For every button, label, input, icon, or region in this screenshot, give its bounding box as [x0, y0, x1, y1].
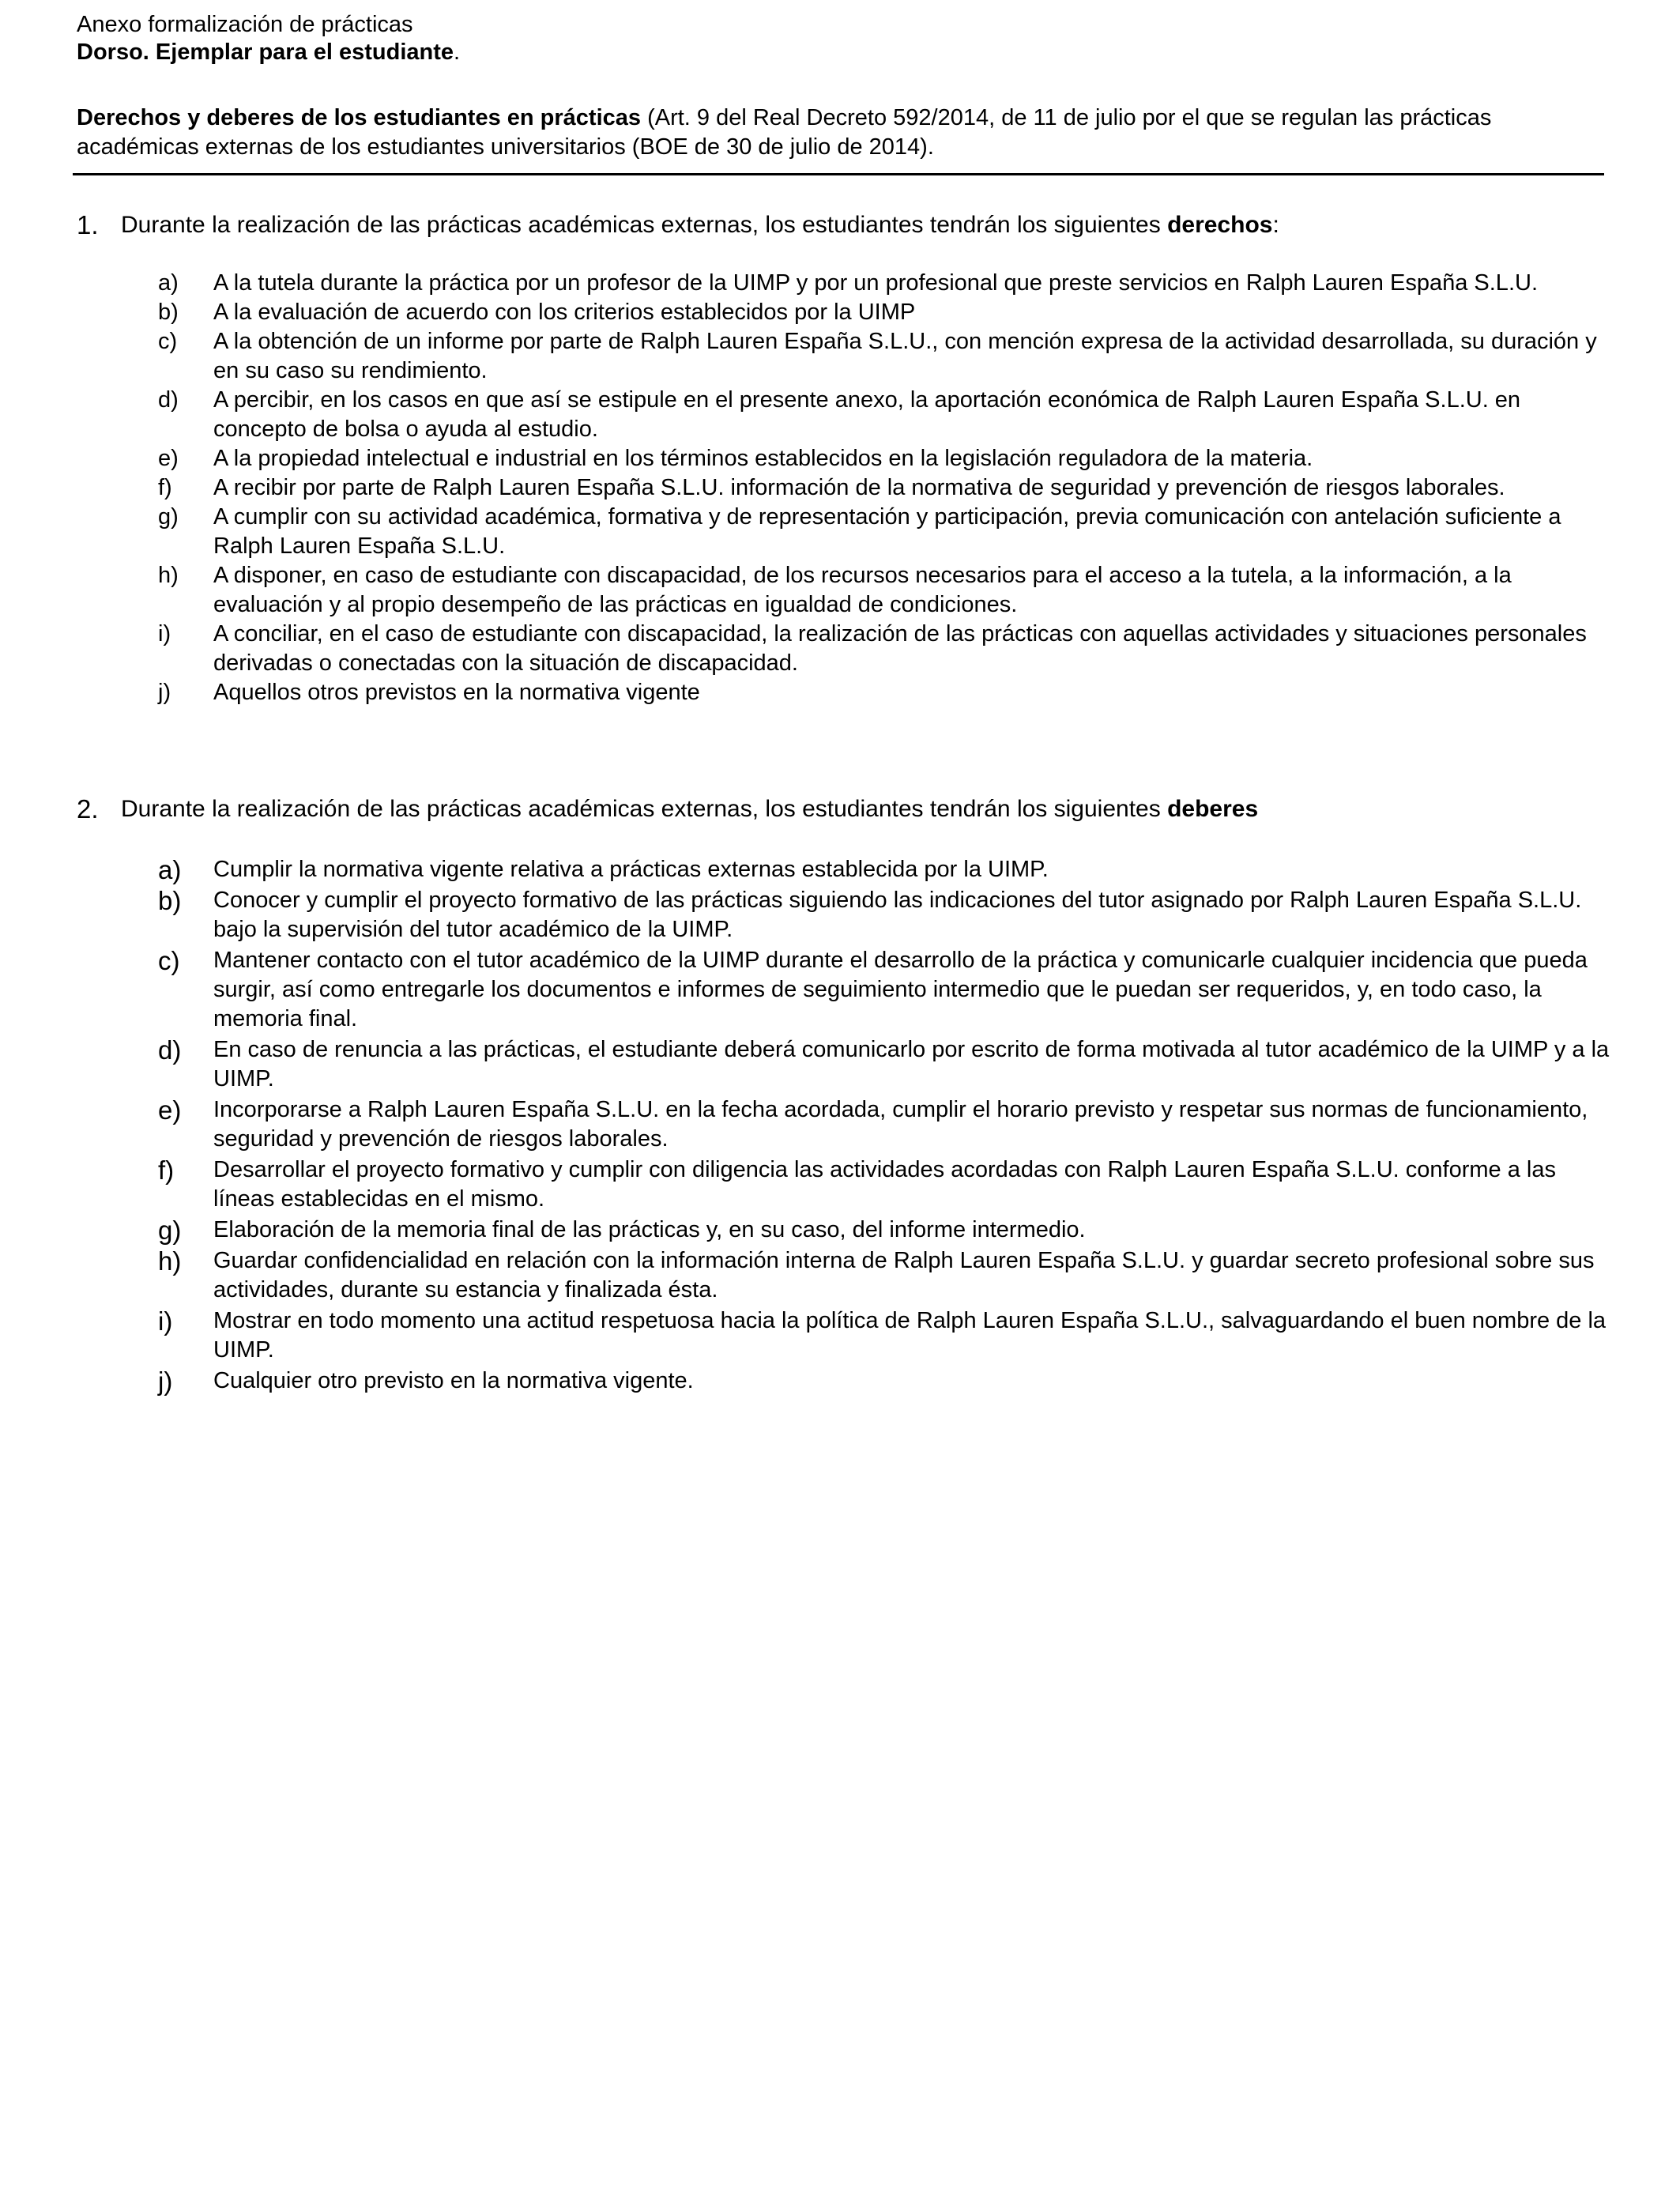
- section-1-text-end: :: [1272, 212, 1279, 238]
- list-item: [158, 444, 1612, 473]
- intro-paragraph: [77, 104, 1602, 162]
- list-item: [158, 503, 1612, 561]
- list-item-text: A la evaluación de acuerdo con los criterios establecidos por la UIMP: [213, 300, 916, 325]
- list-item-text: Elaboración de la memoria final de las prácticas y, en su caso, del informe intermedio.: [213, 1217, 1086, 1242]
- list-item: [158, 1155, 1612, 1214]
- section-1-text: [121, 210, 1279, 239]
- list-item-text: En caso de renuncia a las prácticas, el estudiante deberá comunicarlo por escrito de forma motivada al tutor académico de la UIMP y a la UIMP.: [213, 1037, 1610, 1091]
- rights-list: [158, 269, 1612, 707]
- list-item-text: Cumplir la normativa vigente relativa a prácticas externas establecida por la UIMP.: [213, 857, 1049, 882]
- list-item-text: Incorporarse a Ralph Lauren España S.L.U. en la fecha acordada, cumplir el horario previsto y respetar sus normas de funcionamiento, seguridad y prevención de riesgos laborales.: [213, 1097, 1588, 1152]
- list-item: [158, 1095, 1612, 1154]
- list-item-text: A recibir por parte de Ralph Lauren España S.L.U. información de la normativa de seguridad y prevención de riesgos laborales.: [213, 475, 1505, 500]
- section-1-text-main: Durante la realización de las prácticas académicas externas, los estudiantes tendrán los siguientes: [121, 212, 1168, 238]
- list-item: [158, 855, 1612, 884]
- list-item-label: a): [158, 270, 179, 296]
- list-item-label: c): [158, 329, 178, 354]
- list-item-label: g): [158, 504, 179, 530]
- section-2-keyword: deberes: [1167, 796, 1259, 822]
- list-item-text: Conocer y cumplir el proyecto formativo de las prácticas siguiendo las indicaciones del tutor asignado por Ralph Lauren España S.L.U. bajo la supervisión del tutor académico de la UIMP.: [213, 888, 1582, 942]
- duties-list: [158, 855, 1612, 1397]
- copy-designation-end: .: [454, 40, 461, 65]
- list-item-label: a): [158, 855, 182, 884]
- list-item-text: A percibir, en los casos en que así se estipule en el presente anexo, la aportación económica de Ralph Lauren España S.L.U. en concepto de bolsa o ayuda al estudio.: [213, 387, 1521, 442]
- list-item-label: d): [158, 387, 179, 413]
- list-item-label: h): [158, 563, 179, 588]
- intro-title: Derechos y deberes de los estudiantes en prácticas: [77, 105, 642, 130]
- list-item-label: h): [158, 1246, 182, 1276]
- list-item: [158, 946, 1612, 1034]
- list-item-label: g): [158, 1216, 182, 1245]
- list-item-text: Guardar confidencialidad en relación con la información interna de Ralph Lauren España S.L.U. y guardar secreto profesional sobre sus actividades, durante su estancia y finalizada ésta.: [213, 1248, 1595, 1302]
- list-item: [158, 386, 1612, 444]
- list-item: [158, 298, 1612, 327]
- list-item-text: Desarrollar el proyecto formativo y cumplir con diligencia las actividades acordadas con Ralph Lauren España S.L.U. conforme a las líneas establecidas en el mismo.: [213, 1157, 1556, 1212]
- list-item: [158, 678, 1612, 707]
- list-item-text: A conciliar, en el caso de estudiante con discapacidad, la realización de las prácticas con aquellas actividades y situaciones personales derivadas o conectadas con la situación de discapacidad.: [213, 621, 1587, 676]
- list-item: [158, 1246, 1612, 1305]
- list-item-label: f): [158, 1155, 175, 1185]
- list-item: [158, 269, 1612, 298]
- list-item-label: j): [158, 1367, 173, 1396]
- list-item-text: Mantener contacto con el tutor académico de la UIMP durante el desarrollo de la práctica y comunicarle cualquier incidencia que pueda surgir, así como entregarle los documentos e informes de seguimiento intermedio que le puedan ser requeridos, y, en todo caso, la memoria final.: [213, 948, 1588, 1031]
- list-item-label: b): [158, 300, 179, 325]
- section-1-keyword: derechos: [1167, 212, 1273, 238]
- section-2-number: 2.: [77, 794, 99, 824]
- annex-title: Anexo formalización de prácticas: [77, 12, 413, 37]
- list-item-text: A la tutela durante la práctica por un profesor de la UIMP y por un profesional que preste servicios en Ralph Lauren España S.L.U.: [213, 270, 1538, 296]
- list-item: [158, 561, 1612, 620]
- list-item: [158, 1035, 1612, 1094]
- list-item-label: i): [158, 1306, 173, 1336]
- list-item-text: A la obtención de un informe por parte de Ralph Lauren España S.L.U., con mención expresa de la actividad desarrollada, su duración y en su caso su rendimiento.: [213, 329, 1597, 383]
- section-2-text-main: Durante la realización de las prácticas académicas externas, los estudiantes tendrán los siguientes: [121, 796, 1168, 822]
- list-item: [158, 1306, 1612, 1365]
- list-item: [158, 327, 1612, 386]
- list-item: [158, 473, 1612, 503]
- section-2-text: [121, 794, 1258, 824]
- copy-designation-bold: Dorso. Ejemplar para el estudiante: [77, 40, 454, 65]
- list-item: [158, 620, 1612, 678]
- section-1-number: 1.: [77, 210, 99, 239]
- intro-text: (Art. 9 del Real Decreto 592/2014, de 11 de julio por el que se regulan las prácticas académicas externas de los estudiantes universitarios (BOE de 30 de julio de 2014).: [77, 105, 1492, 160]
- list-item-label: e): [158, 1095, 182, 1125]
- list-item-text: Cualquier otro previsto en la normativa vigente.: [213, 1368, 694, 1393]
- list-item-label: b): [158, 886, 182, 915]
- list-item: [158, 1216, 1612, 1245]
- list-item-label: i): [158, 621, 171, 647]
- list-item-text: Mostrar en todo momento una actitud respetuosa hacia la política de Ralph Lauren España S.L.U., salvaguardando el buen nombre de la UIMP.: [213, 1308, 1607, 1363]
- horizontal-divider: [73, 173, 1604, 175]
- list-item-label: f): [158, 475, 172, 500]
- list-item: [158, 886, 1612, 944]
- list-item-label: e): [158, 446, 179, 471]
- list-item-label: d): [158, 1035, 182, 1065]
- list-item-text: A cumplir con su actividad académica, formativa y de representación y participación, previa comunicación con antelación suficiente a Ralph Lauren España S.L.U.: [213, 504, 1561, 559]
- copy-designation: [77, 39, 460, 66]
- list-item-text: A la propiedad intelectual e industrial en los términos establecidos en la legislación reguladora de la materia.: [213, 446, 1313, 471]
- list-item: [158, 1367, 1612, 1396]
- list-item-text: A disponer, en caso de estudiante con discapacidad, de los recursos necesarios para el acceso a la tutela, a la información, a la evaluación y al propio desempeño de las prácticas en igualdad de condiciones.: [213, 563, 1512, 617]
- list-item-label: c): [158, 946, 180, 975]
- list-item-label: j): [158, 680, 171, 705]
- list-item-text: Aquellos otros previstos en la normativa vigente: [213, 680, 700, 705]
